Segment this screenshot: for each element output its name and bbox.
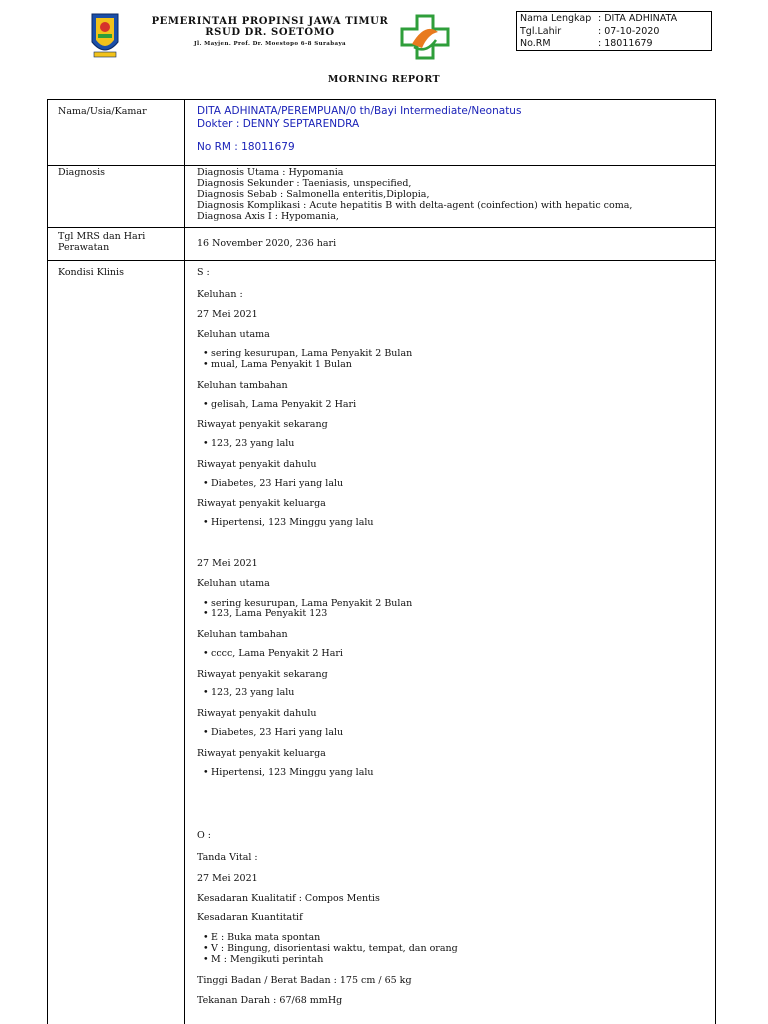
list-item: • sering kesurupan, Lama Penyakit 2 Bulan xyxy=(211,349,412,359)
patient-summary: DITA ADHINATA/PEREMPUAN/0 th/Bayi Intermediate/Neonatus xyxy=(197,105,522,117)
list-item: • M : Mengikuti perintah xyxy=(211,955,323,965)
column-divider xyxy=(184,100,185,1024)
nama-value xyxy=(197,105,707,154)
riwayat-keluarga-heading: Riwayat penyakit keluarga xyxy=(197,748,326,759)
mrs-label-line-1: Tgl MRS dan Hari xyxy=(58,231,146,242)
tinggi-berat-badan: Tinggi Badan / Berat Badan : 175 cm / 65 kg xyxy=(197,975,412,986)
kondisi-label: Kondisi Klinis xyxy=(58,267,124,278)
list-item: • Diabetes, 23 Hari yang lalu xyxy=(211,479,343,489)
patient-identity-box xyxy=(516,11,712,51)
subjective-heading: S : xyxy=(197,267,210,278)
row-divider xyxy=(48,165,715,166)
list-item: • E : Buka mata spontan xyxy=(211,933,320,943)
rm-number: No RM : 18011679 xyxy=(197,141,295,153)
keluhan-utama-heading: Keluhan utama xyxy=(197,329,270,340)
list-item: • mual, Lama Penyakit 1 Bulan xyxy=(211,360,352,370)
entry-date: 27 Mei 2021 xyxy=(197,309,258,320)
tanda-vital-heading: Tanda Vital : xyxy=(197,852,258,863)
header-line-2: RSUD DR. SOETOMO xyxy=(205,27,335,38)
diagnosis-sebab: Diagnosis Sebab : Salmonella enteritis,Diplopia, xyxy=(197,189,430,200)
kesadaran-kuantitatif-heading: Kesadaran Kuantitatif xyxy=(197,912,303,923)
diagnosa-axis: Diagnosa Axis I : Hypomania, xyxy=(197,211,339,222)
list-item: • 123, 23 yang lalu xyxy=(211,439,294,449)
report-table xyxy=(47,99,716,1024)
list-item: • cccc, Lama Penyakit 2 Hari xyxy=(211,649,343,659)
diagnosis-sekunder: Diagnosis Sekunder : Taeniasis, unspecified, xyxy=(197,178,412,189)
diagnosis-utama: Diagnosis Utama : Hypomania xyxy=(197,167,344,178)
list-item: • Hipertensi, 123 Minggu yang lalu xyxy=(211,518,374,528)
keluhan-tambahan-heading: Keluhan tambahan xyxy=(197,629,288,640)
rm-value: : 18011679 xyxy=(598,38,653,49)
nama-label: Nama/Usia/Kamar xyxy=(58,106,147,117)
name-label: Nama Lengkap xyxy=(520,13,592,24)
name-value: : DITA ADHINATA xyxy=(598,13,678,24)
dob-value: : 07-10-2020 xyxy=(598,25,660,37)
page-title: MORNING REPORT xyxy=(327,74,441,85)
tekanan-darah: Tekanan Darah : 67/68 mmHg xyxy=(197,995,343,1006)
diagnosis-label: Diagnosis xyxy=(58,167,106,178)
kesadaran-kualitatif: Kesadaran Kualitatif : Compos Mentis xyxy=(197,893,380,904)
doctor-name: Dokter : DENNY SEPTARENDRA xyxy=(197,118,360,130)
header-line-1: PEMERINTAH PROPINSI JAWA TIMUR xyxy=(151,16,389,27)
keluhan-heading: Keluhan : xyxy=(197,289,243,300)
list-item: • V : Bingung, disorientasi waktu, tempat, dan orang xyxy=(211,944,458,954)
row-divider xyxy=(48,227,715,228)
mrs-value: 16 November 2020, 236 hari xyxy=(197,238,337,249)
riwayat-sekarang-heading: Riwayat penyakit sekarang xyxy=(197,419,328,430)
rm-label: No.RM xyxy=(520,38,551,49)
list-item: • sering kesurupan, Lama Penyakit 2 Bulan xyxy=(211,599,412,609)
list-item: • gelisah, Lama Penyakit 2 Hari xyxy=(211,400,356,410)
row-divider xyxy=(48,260,715,261)
institution-header xyxy=(150,16,390,47)
keluhan-tambahan-heading: Keluhan tambahan xyxy=(197,380,288,391)
list-item: • Diabetes, 23 Hari yang lalu xyxy=(211,728,343,738)
list-item: • 123, 23 yang lalu xyxy=(211,688,294,698)
list-item: • 123, Lama Penyakit 123 xyxy=(211,609,327,619)
list-item: • Hipertensi, 123 Minggu yang lalu xyxy=(211,768,374,778)
riwayat-dahulu-heading: Riwayat penyakit dahulu xyxy=(197,459,317,470)
mrs-label xyxy=(58,231,178,253)
riwayat-keluarga-heading: Riwayat penyakit keluarga xyxy=(197,498,326,509)
riwayat-dahulu-heading: Riwayat penyakit dahulu xyxy=(197,708,317,719)
objective-heading: O : xyxy=(197,830,212,841)
riwayat-sekarang-heading: Riwayat penyakit sekarang xyxy=(197,669,328,680)
province-emblem-icon xyxy=(90,12,120,60)
entry-date: 27 Mei 2021 xyxy=(197,558,258,569)
diagnosis-list xyxy=(197,167,707,222)
header-address: Jl. Mayjen. Prof. Dr. Moestopo 6-8 Surabaya xyxy=(193,41,347,47)
keluhan-utama-heading: Keluhan utama xyxy=(197,578,270,589)
hospital-logo-icon xyxy=(400,14,450,60)
diagnosis-komplikasi: Diagnosis Komplikasi : Acute hepatitis B with delta-agent (coinfection) with hepatic coma, xyxy=(197,200,633,211)
entry-date: 27 Mei 2021 xyxy=(197,873,258,884)
dob-label: Tgl.Lahir xyxy=(520,25,562,37)
mrs-label-line-2: Perawatan xyxy=(58,242,110,253)
